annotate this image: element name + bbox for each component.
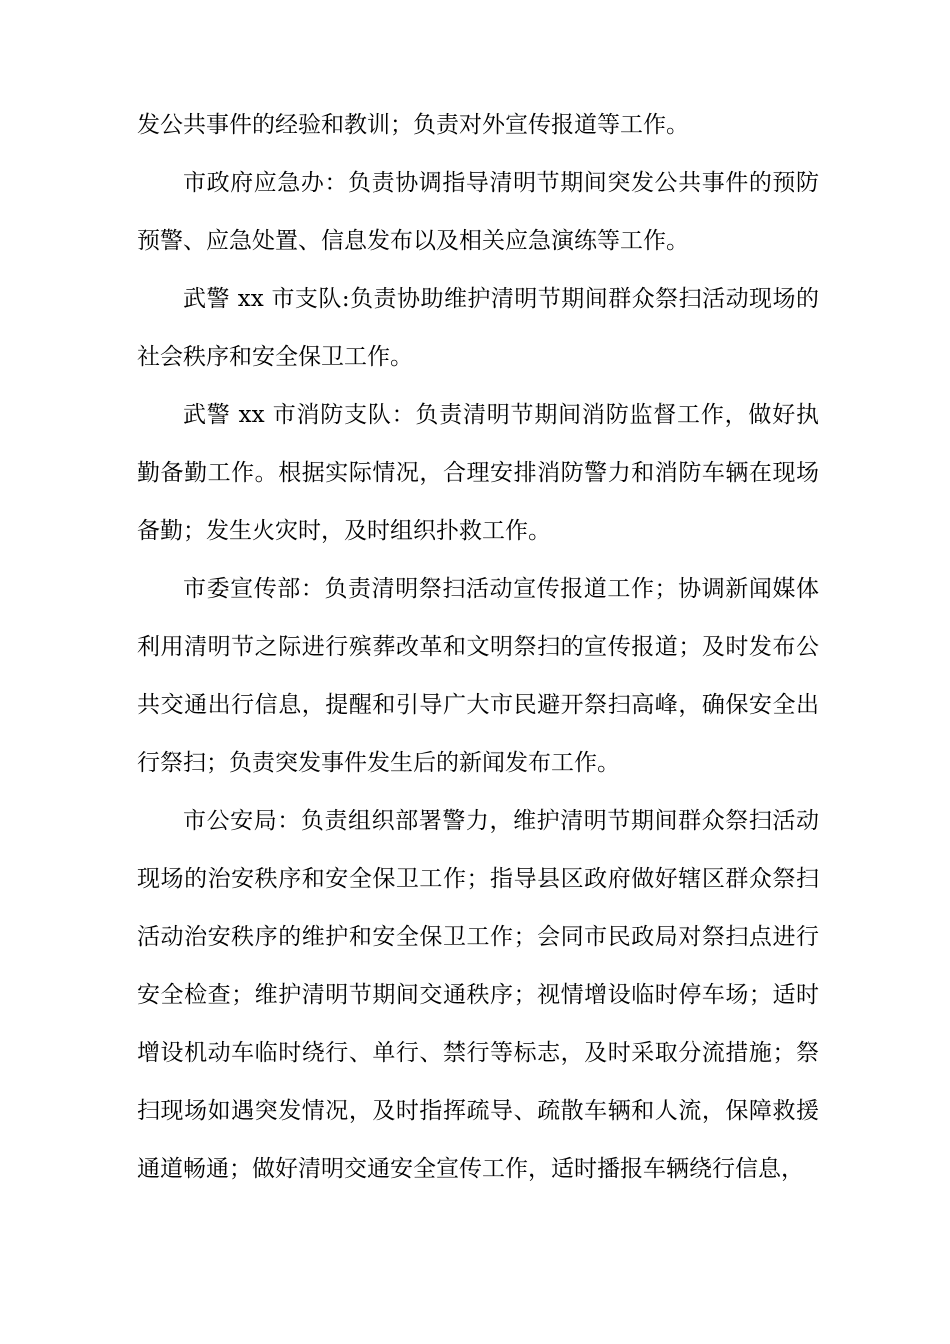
- paragraph-fire-brigade: 武警 xx 市消防支队：负责清明节期间消防监督工作，做好执勤备勤工作。根据实际情况，合理安排消防警力和消防车辆在现场备勤；发生火灾时，及时组织扑救工作。: [137, 402, 819, 544]
- document-body: [137, 96, 819, 1198]
- paragraph-continued: 发公共事件的经验和教训；负责对外宣传报道等工作。: [137, 112, 689, 138]
- paragraph-armed-police: 武警 xx 市支队:负责协助维护清明节期间群众祭扫活动现场的社会秩序和安全保卫工作。: [137, 286, 819, 370]
- paragraph-publicity-dept: 市委宣传部：负责清明祭扫活动宣传报道工作；协调新闻媒体利用清明节之际进行殡葬改革和文明祭扫的宣传报道；及时发布公共交通出行信息，提醒和引导广大市民避开祭扫高峰，确保安全出行祭扫；负责突发事件发生后的新闻发布工作。: [137, 576, 819, 776]
- paragraph-emergency-office: 市政府应急办：负责协调指导清明节期间突发公共事件的预防预警、应急处置、信息发布以及相关应急演练等工作。: [137, 170, 819, 254]
- paragraph-public-security: 市公安局：负责组织部署警力，维护清明节期间群众祭扫活动现场的治安秩序和安全保卫工作；指导县区政府做好辖区群众祭扫活动治安秩序的维护和安全保卫工作；会同市民政局对祭扫点进行安全检查；维护清明节期间交通秩序；视情增设临时停车场；适时增设机动车临时绕行、单行、禁行等标志，及时采取分流措施；祭扫现场如遇突发情况，及时指挥疏导、疏散车辆和人流，保障救援通道畅通；做好清明交通安全宣传工作，适时播报车辆绕行信息，: [137, 808, 819, 1182]
